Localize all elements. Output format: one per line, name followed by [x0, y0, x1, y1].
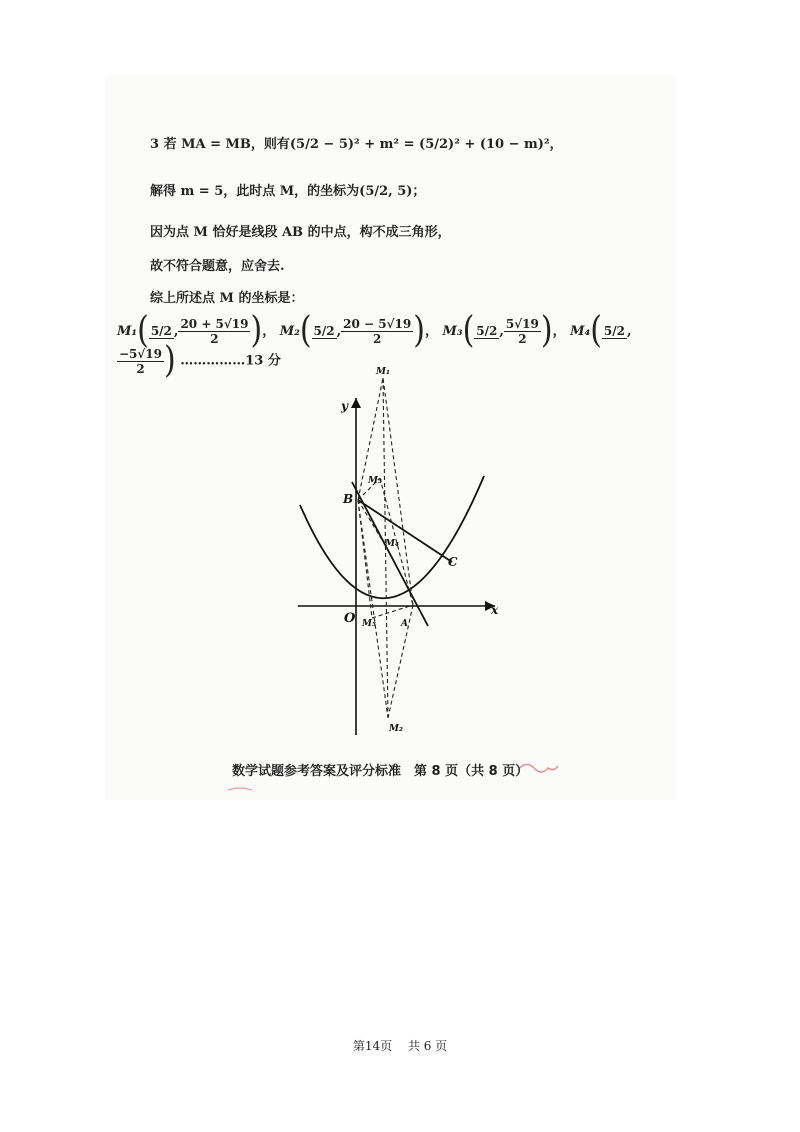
- point-m5-label: M₅: [362, 619, 376, 629]
- solution-line-1: 3 若 MA = MB，则有(5/2 − 5)² + m² = (5/2)² + (10 − m)²，: [150, 137, 563, 152]
- pencil-scribble: [228, 788, 252, 790]
- m2-label: M₂: [279, 323, 300, 339]
- point-c-label: C: [448, 555, 458, 569]
- y-axis-label: y: [341, 399, 348, 413]
- m4-label: M₄: [570, 323, 591, 339]
- point-m3-label: M₃: [368, 476, 382, 486]
- parabola-curve: [300, 476, 484, 598]
- point-m4-label: M₄: [385, 539, 399, 549]
- answer-m4: M₄( 5/2 , $\frac{-5√19}{2}$ ): [119, 309, 632, 382]
- point-a-label: A: [401, 619, 408, 629]
- point-b-label: B: [343, 492, 354, 506]
- m4-y: $\frac{-5√19}{2}$: [119, 346, 162, 376]
- answer-m2: M₂( 5/2 , $\frac{20 - 5√19}{2}$ )，: [279, 309, 443, 352]
- dashed-line: [372, 605, 413, 618]
- m1-y: $\frac{20 + 5√19}{2}$: [180, 316, 249, 346]
- x-axis-label: x: [491, 603, 499, 617]
- solution-line-4: 故不符合题意，应舍去.: [150, 259, 285, 274]
- origin-label: O: [344, 611, 356, 626]
- solution-line-5: 综上所述点 M 的坐标是：: [150, 291, 304, 306]
- m3-x: 5/2: [476, 323, 498, 338]
- point-m2-label: M₂: [389, 724, 403, 734]
- answer-m3: M₃( 5/2 , $\frac{5√19}{2}$ )，: [442, 309, 571, 352]
- line-bc: [358, 500, 452, 562]
- page-number: 第14页: [352, 1039, 393, 1053]
- solution-line-3: 因为点 M 恰好是线段 AB 的中点，构不成三角形，: [150, 225, 451, 240]
- page-total: 共 6 页: [407, 1039, 448, 1053]
- m3-y: $\frac{5√19}{2}$: [505, 316, 539, 346]
- page-footer: [0, 1037, 800, 1054]
- score-marker: ……………13 分: [180, 353, 281, 369]
- y-axis-arrow: [351, 398, 361, 408]
- m4-x: 5/2: [603, 323, 625, 338]
- m2-y: $\frac{20 - 5√19}{2}$: [343, 316, 412, 346]
- m2-x: 5/2: [313, 323, 335, 338]
- m1-x: 5/2: [150, 323, 172, 338]
- solution-line-2: 解得 m = 5，此时点 M，的坐标为(5/2, 5)；: [150, 184, 426, 199]
- m3-label: M₃: [442, 323, 463, 339]
- point-m1-label: M₁: [376, 367, 390, 377]
- dashed-line: [358, 500, 388, 718]
- answer-m1: M₁( 5/2 , $\frac{20 + 5√19}{2}$ )，: [117, 309, 280, 352]
- m1-label: M₁: [117, 323, 138, 339]
- scan-caption: 数学试题参考答案及评分标准 第 8 页（共 8 页）: [232, 764, 529, 779]
